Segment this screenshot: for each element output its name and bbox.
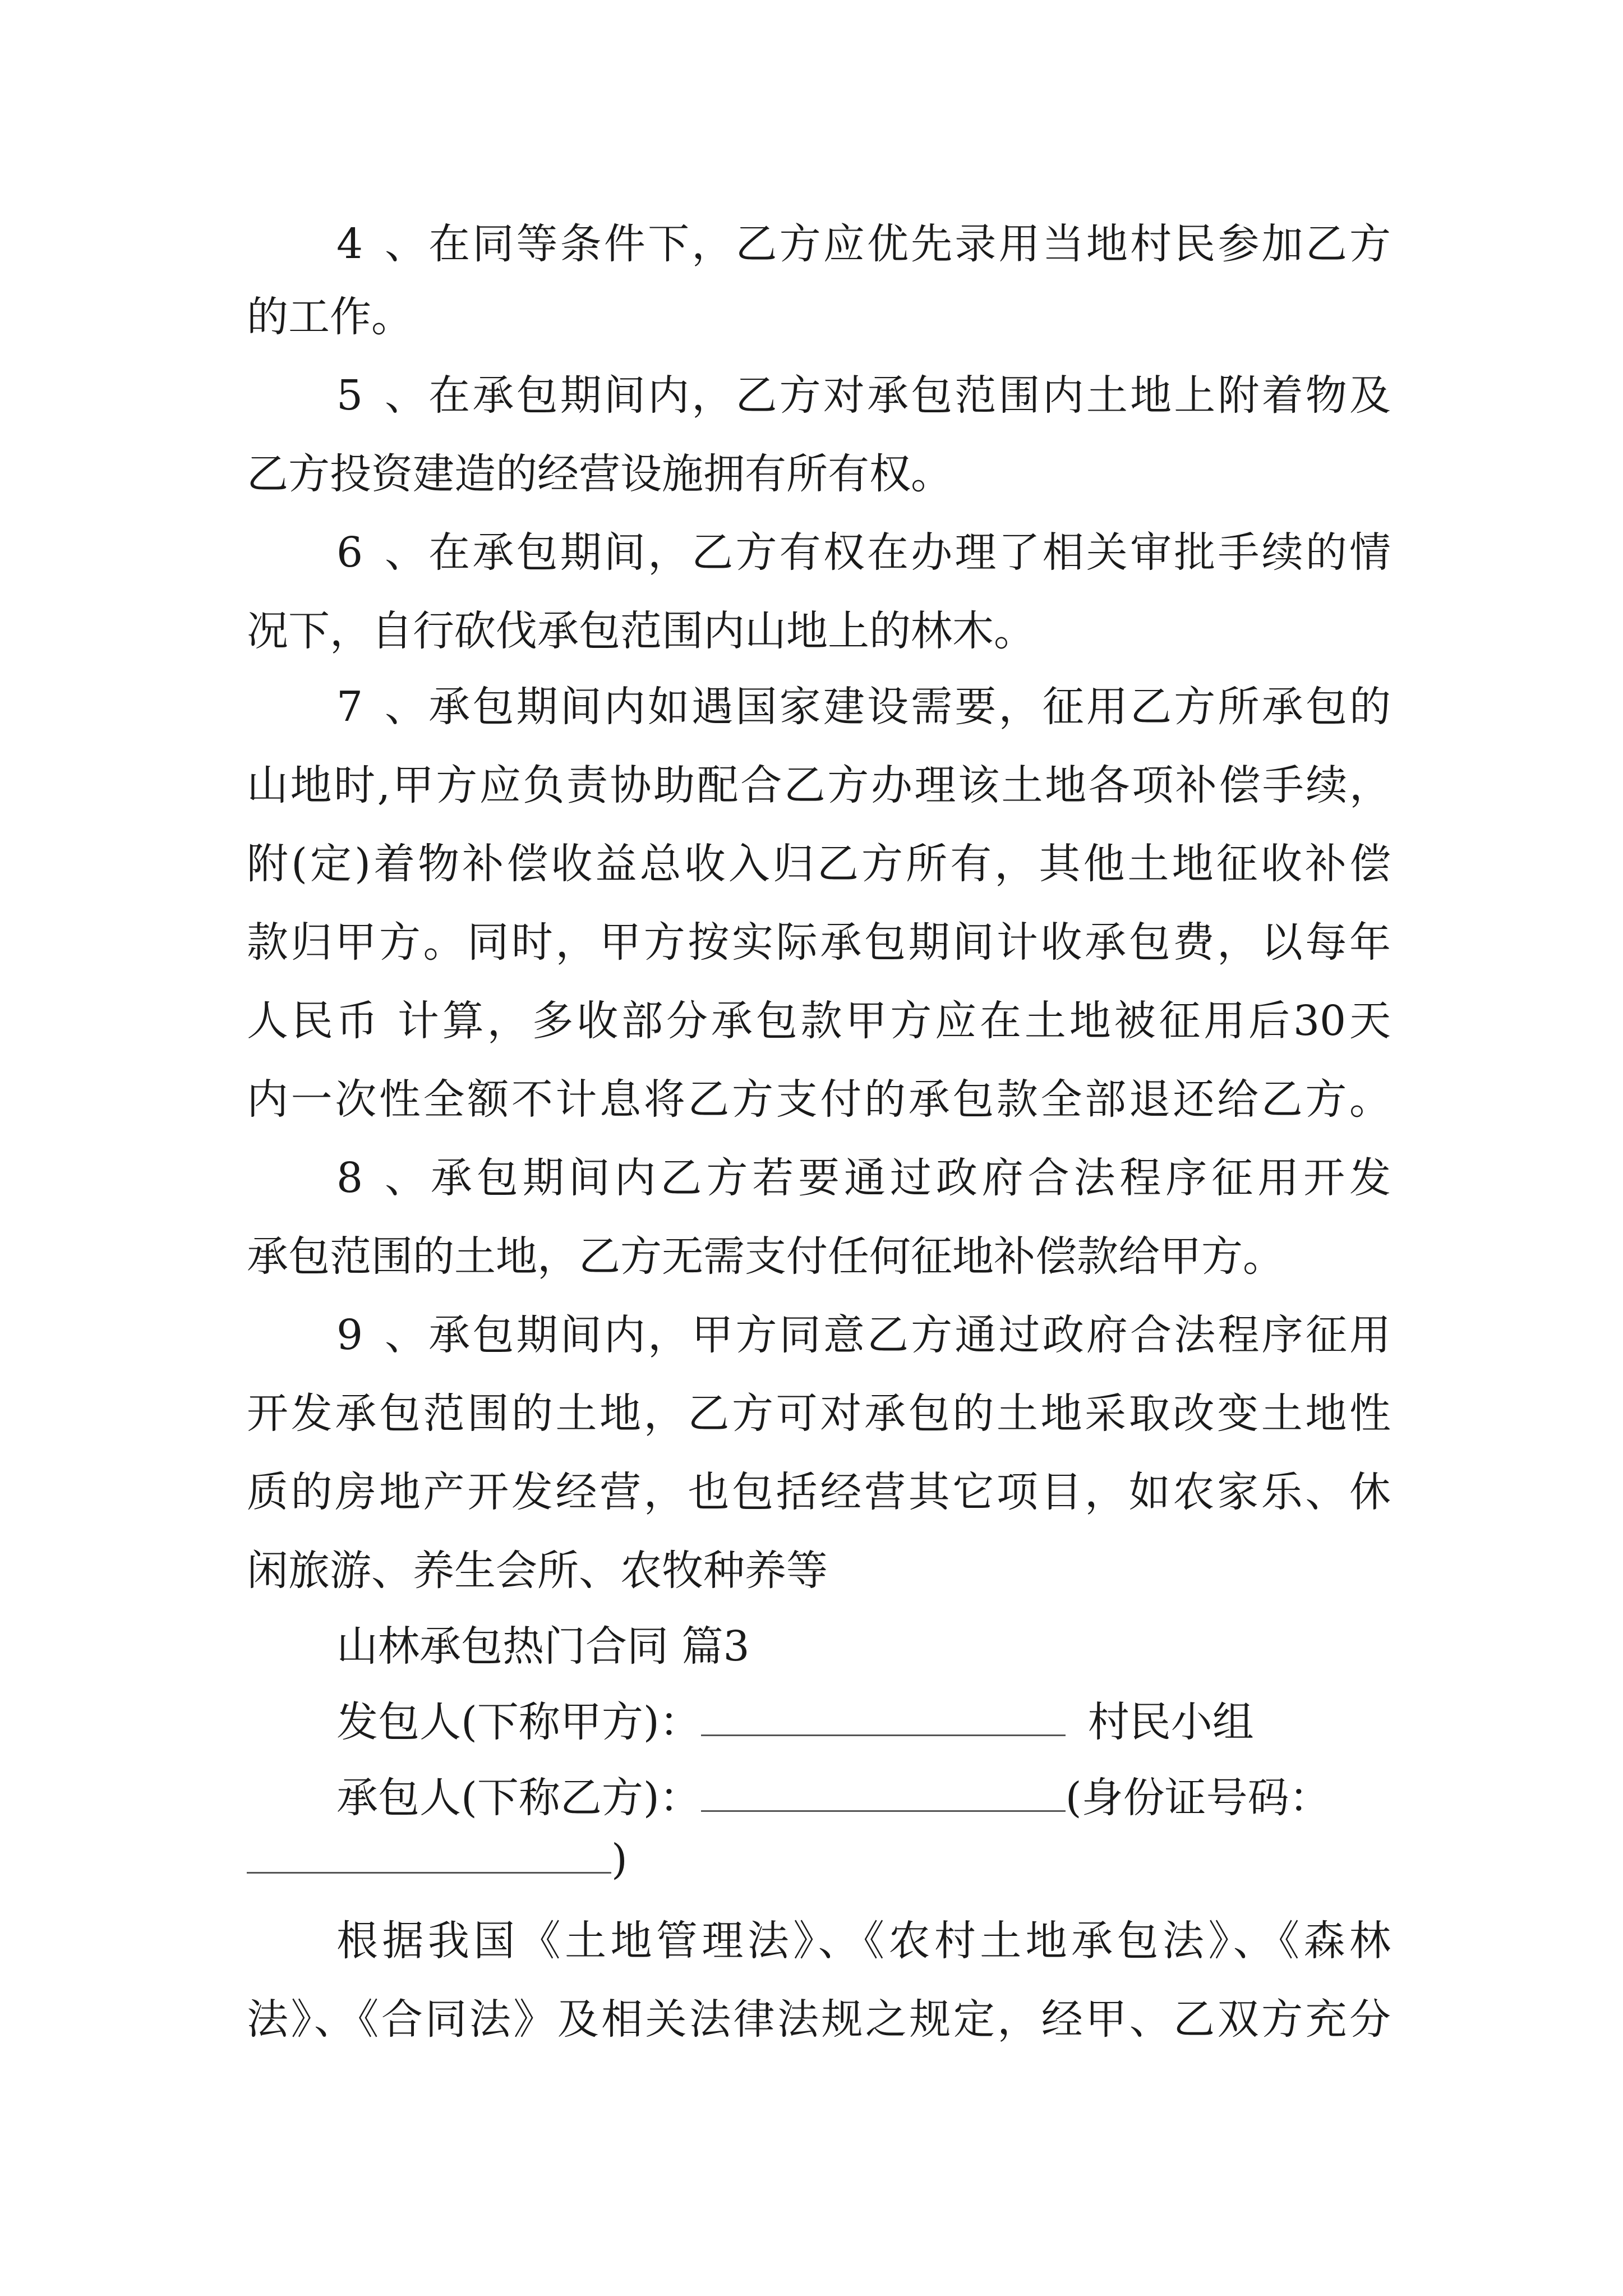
clause-8-line-1 [336,1150,1391,1206]
clause-6-line-1 [336,524,1391,581]
clause-4-line-2: 的工作。 [247,293,413,341]
party-a-suffix: 村民小组 [1087,1698,1254,1746]
clause-7-number: 7、 [336,683,426,731]
clause-4-line-1 [336,216,1391,272]
clause-8-number: 8、 [336,1154,426,1202]
clause-6-number: 6、 [336,528,426,577]
clause-9-number: 9、 [336,1311,426,1359]
basis-line-2: 法》、《合同法》及相关法律法规之规定，经甲、乙双方充分 [247,1995,1391,2044]
clause-7-line-5: 人民币 计算，多收部分承包款甲方应在土地被征用后30天 [247,997,1391,1045]
party-b-line [336,1770,1391,1826]
clause-6-line-2: 况下，自行砍伐承包范围内山地上的林木。 [247,607,1035,655]
clause-4-text: 在同等条件下，乙方应优先录用当地村民参加乙方 [426,220,1391,268]
clause-9-line-2: 开发承包范围的土地，乙方可对承包的土地采取改变土地性 [247,1389,1391,1438]
basis-line-1: 根据我国《土地管理法》、《农村土地承包法》、《森林 [336,1917,1391,1965]
clause-7-text: 承包期间内如遇国家建设需要，征用乙方所承包的 [426,683,1391,731]
party-a-line [336,1694,1391,1750]
clause-5-text: 在承包期间内，乙方对承包范围内土地上附着物及 [426,371,1391,420]
party-b-blank [701,1771,1066,1812]
clause-7-line-6: 内一次性全额不计息将乙方支付的承包款全部退还给乙方。 [247,1075,1391,1124]
party-a-blank [701,1695,1066,1736]
clause-9-text: 承包期间内，甲方同意乙方通过政府合法程序征用 [426,1311,1391,1359]
party-b-id-line [247,1832,1391,1888]
clause-5-line-2: 乙方投资建造的经营设施拥有所有权。 [247,450,952,498]
section-title: 山林承包热门合同 篇3 [336,1622,750,1671]
clause-8-text: 承包期间内乙方若要通过政府合法程序征用开发 [426,1154,1391,1202]
clause-5-number: 5、 [336,371,426,420]
clause-6-text: 在承包期间，乙方有权在办理了相关审批手续的情 [426,528,1391,577]
clause-9-line-1 [336,1307,1391,1363]
clause-7-line-3: 附(定)着物补偿收益总收入归乙方所有，其他土地征收补偿 [247,840,1391,888]
clause-9-line-3: 质的房地产开发经营，也包括经营其它项目，如农家乐、休 [247,1468,1391,1516]
party-a-label: 发包人(下称甲方)： [336,1698,701,1746]
clause-5-line-1 [336,367,1391,424]
party-b-id-label: (身份证号码： [1065,1774,1331,1822]
party-b-label: 承包人(下称乙方)： [336,1774,701,1822]
clause-7-line-4: 款归甲方。同时，甲方按实际承包期间计收承包费，以每年 [247,918,1391,967]
party-b-id-close: ) [611,1835,628,1884]
clause-9-line-4: 闲旅游、养生会所、农牧种养等 [247,1547,828,1595]
clause-7-line-2: 山地时,甲方应负责协助配合乙方办理该土地各项补偿手续， [247,761,1391,809]
party-b-id-blank [247,1833,611,1874]
clause-4-number: 4、 [336,220,426,268]
clause-7-line-1 [336,679,1391,735]
clause-8-line-2: 承包范围的土地，乙方无需支付任何征地补偿款给甲方。 [247,1232,1284,1281]
